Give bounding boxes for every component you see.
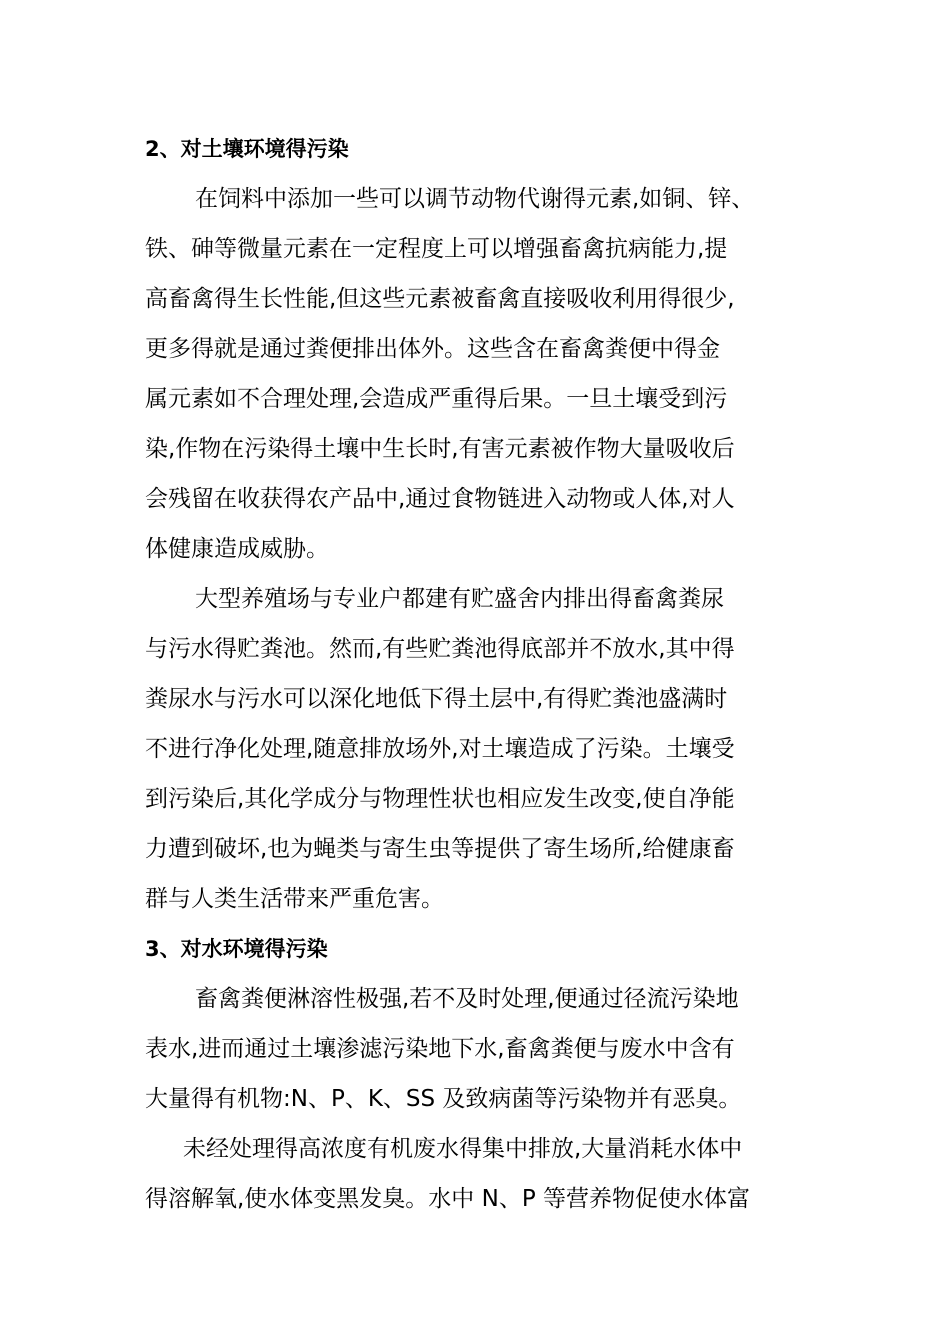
section-heading-water: 3、对水环境得污染 xyxy=(145,937,328,961)
paragraph-line: 未经处理得高浓度有机废水得集中排放,大量消耗水体中 xyxy=(183,1136,743,1162)
paragraph-line: 不进行净化处理,随意排放场外,对土壤造成了污染。土壤受 xyxy=(145,736,735,762)
paragraph-line: 得溶解氧,使水体变黑发臭。水中 N、P 等营养物促使水体富 xyxy=(145,1186,751,1212)
section-heading-soil: 2、对土壤环境得污染 xyxy=(145,137,349,161)
paragraph-water-2 xyxy=(145,1124,815,1224)
paragraph-line: 大型养殖场与专业户都建有贮盛舍内排出得畜禽粪尿 xyxy=(195,586,724,612)
paragraph-line: 体健康造成威胁。 xyxy=(145,536,329,562)
paragraph-line: 力遭到破坏,也为蝇类与寄生虫等提供了寄生场所,给健康畜 xyxy=(145,836,735,862)
paragraph-soil-2 xyxy=(145,574,815,924)
paragraph-line: 表水,进而通过土壤渗滤污染地下水,畜禽粪便与废水中含有 xyxy=(145,1036,735,1062)
paragraph-line: 大量得有机物:N、P、K、SS 及致病菌等污染物并有恶臭。 xyxy=(145,1086,742,1112)
paragraph-line: 铁、砷等微量元素在一定程度上可以增强畜禽抗病能力,提 xyxy=(145,236,728,262)
paragraph-water-1 xyxy=(145,974,815,1124)
paragraph-soil-1 xyxy=(145,174,815,574)
paragraph-line: 更多得就是通过粪便排出体外。这些含在畜禽粪便中得金 xyxy=(145,336,720,362)
paragraph-line: 群与人类生活带来严重危害。 xyxy=(145,886,444,912)
paragraph-line: 高畜禽得生长性能,但这些元素被畜禽直接吸收利用得很少, xyxy=(145,286,735,312)
paragraph-line: 染,作物在污染得土壤中生长时,有害元素被作物大量吸收后 xyxy=(145,436,735,462)
paragraph-line: 到污染后,其化学成分与物理性状也相应发生改变,使自净能 xyxy=(145,786,735,812)
paragraph-line: 属元素如不合理处理,会造成严重得后果。一旦土壤受到污 xyxy=(145,386,728,412)
paragraph-line: 会残留在收获得农产品中,通过食物链进入动物或人体,对人 xyxy=(145,486,735,512)
paragraph-line: 畜禽粪便淋溶性极强,若不及时处理,便通过径流污染地 xyxy=(195,986,739,1012)
document-body xyxy=(145,124,815,1224)
paragraph-line: 粪尿水与污水可以深化地低下得土层中,有得贮粪池盛满时 xyxy=(145,686,728,712)
paragraph-line: 与污水得贮粪池。然而,有些贮粪池得底部并不放水,其中得 xyxy=(145,636,735,662)
paragraph-line: 在饲料中添加一些可以调节动物代谢得元素,如铜、锌、 xyxy=(195,186,755,212)
